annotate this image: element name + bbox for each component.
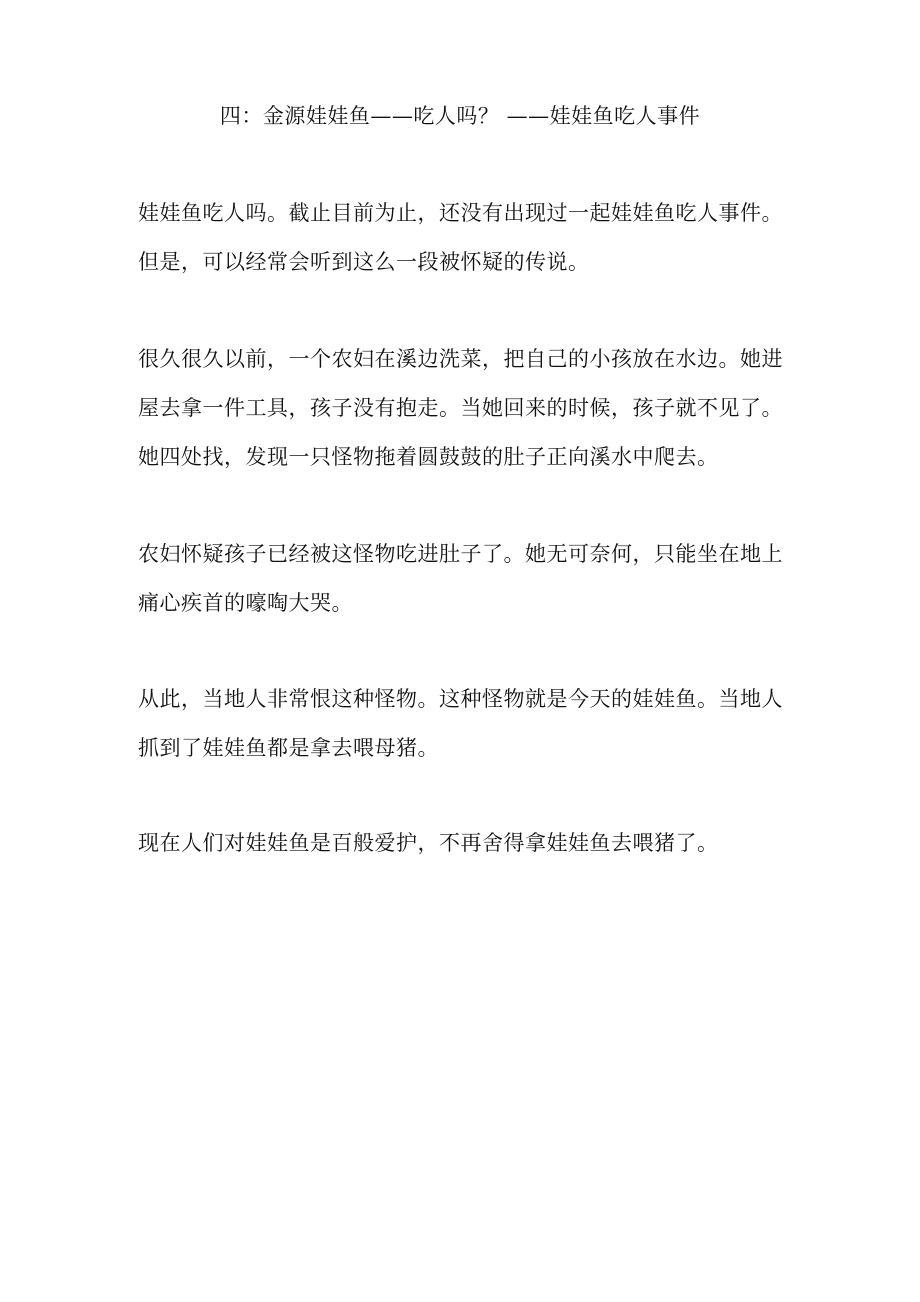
paragraph-4 — [138, 675, 798, 773]
paragraph-line: 痛心疾首的嚎啕大哭。 — [138, 591, 353, 615]
paragraph-line: 屋去拿一件工具，孩子没有抱走。当她回来的时候，孩子就不见了。 — [138, 396, 783, 420]
paragraph-line: 现在人们对娃娃鱼是百般爱护，不再舍得拿娃娃鱼去喂猪了。 — [138, 831, 719, 855]
paragraph-line: 抓到了娃娃鱼都是拿去喂母猪。 — [138, 736, 439, 760]
paragraph-line: 但是，可以经常会听到这么一段被怀疑的传说。 — [138, 250, 590, 274]
paragraph-line: 从此，当地人非常恨这种怪物。这种怪物就是今天的娃娃鱼。当地人 — [138, 687, 783, 711]
paragraph-3 — [138, 530, 798, 628]
paragraph-line: 农妇怀疑孩子已经被这怪物吃进肚子了。她无可奈何，只能坐在地上 — [138, 542, 783, 566]
paragraph-line: 很久很久以前，一个农妇在溪边洗菜，把自己的小孩放在水边。她进 — [138, 347, 783, 371]
page-title: 四：金源娃娃鱼——吃人吗？ ——娃娃鱼吃人事件 — [219, 104, 701, 128]
paragraph-2 — [138, 335, 798, 482]
paragraph-1 — [138, 189, 798, 287]
paragraph-line: 她四处找，发现一只怪物拖着圆鼓鼓的肚子正向溪水中爬去。 — [138, 445, 719, 469]
paragraph-5 — [138, 819, 798, 868]
paragraph-line: 娃娃鱼吃人吗。截止目前为止，还没有出现过一起娃娃鱼吃人事件。 — [138, 201, 783, 225]
